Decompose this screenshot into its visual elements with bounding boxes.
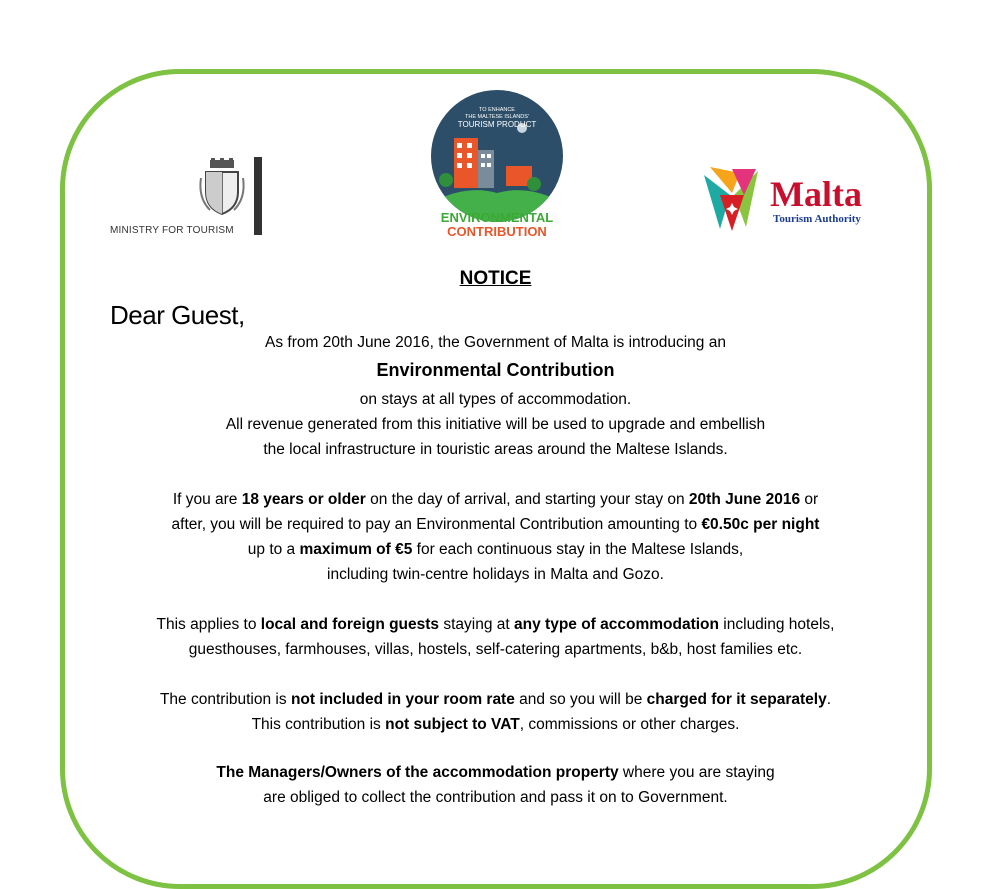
malta-subtitle: Tourism Authority [773, 213, 861, 225]
env-title-1: ENVIRONMENTAL [440, 210, 554, 225]
env-title-2: CONTRIBUTION [447, 224, 547, 239]
p2-line-3 [0, 541, 991, 559]
p4-l1-e: . [826, 691, 832, 708]
p2-line-4: including twin-centre holidays in Malta and Gozo. [327, 566, 664, 583]
p4-l2-b: not subject to VAT [385, 716, 520, 733]
p2-l2-a: after, you will be required to pay an Environmental Contribution amounting to [171, 516, 702, 533]
p4-l1-c: and so you will be [514, 691, 647, 708]
malta-tourism-authority-logo [700, 165, 880, 235]
p3-l1-e: including hotels, [719, 616, 835, 633]
ministry-logo [110, 150, 270, 240]
p5-l1-a: The Managers/Owners of the accommodation property [216, 764, 619, 781]
p4-line-2 [0, 716, 991, 734]
p2-line-1 [0, 491, 991, 509]
logo-divider [254, 157, 262, 235]
p2-l3-b: maximum of €5 [299, 541, 413, 558]
env-tagline-1: TO ENHANCE [479, 107, 515, 113]
p1-line-3: All revenue generated from this initiative will be used to upgrade and embellish [225, 416, 766, 433]
malta-wordmark: Malta [770, 174, 862, 214]
malta-crest-icon [198, 158, 246, 218]
greeting: Dear Guest, [110, 300, 245, 330]
p3-l1-a: This applies to [156, 616, 261, 633]
p2-l1-a: If you are [172, 491, 242, 508]
p2-l1-b: 18 years or older [241, 491, 366, 508]
p1-heading: Environmental Contribution [376, 360, 615, 380]
p3-l1-b: local and foreign guests [260, 616, 440, 633]
p2-l2-b: €0.50c per night [701, 516, 820, 533]
p2-l3-c: for each continuous stay in the Maltese Islands, [412, 541, 744, 558]
p3-l1-d: any type of accommodation [514, 616, 719, 633]
p3-line-2: guesthouses, farmhouses, villas, hostels, self-catering apartments, b&b, host families etc. [188, 641, 803, 658]
p4-l2-c: , commissions or other charges. [519, 716, 740, 733]
p4-l1-d: charged for it separately [646, 691, 827, 708]
p2-l3-a: up to a [247, 541, 300, 558]
env-tagline-2: THE MALTESE ISLANDS' [465, 114, 529, 120]
p5-line-1 [0, 764, 991, 782]
p2-l1-d: 20th June 2016 [688, 491, 801, 508]
environmental-contribution-logo [422, 88, 572, 240]
p1-line-4: the local infrastructure in touristic areas around the Maltese Islands. [263, 441, 728, 458]
p1-line-1: As from 20th June 2016, the Government of Malta is introducing an [265, 334, 726, 351]
p5-line-2: are obliged to collect the contribution and pass it on to Government. [263, 789, 728, 806]
p3-l1-c: staying at [439, 616, 515, 633]
p2-l1-e: or [800, 491, 819, 508]
p2-l1-c: on the day of arrival, and starting your stay on [365, 491, 689, 508]
city-globe-icon [422, 88, 572, 240]
env-tagline-3: TOURISM PRODUCT [457, 120, 537, 129]
notice-title: NOTICE [459, 268, 532, 289]
p3-line-1 [0, 616, 991, 634]
p4-l1-b: not included in your room rate [290, 691, 515, 708]
p2-line-2 [0, 516, 991, 534]
p1-line-2: on stays at all types of accommodation. [359, 391, 632, 408]
p4-l2-a: This contribution is [251, 716, 386, 733]
p4-l1-a: The contribution is [159, 691, 291, 708]
ministry-label: MINISTRY FOR TOURISM [110, 225, 234, 236]
malta-flower-icon [700, 165, 764, 233]
p4-line-1 [0, 691, 991, 709]
p5-l1-b: where you are staying [618, 764, 775, 781]
